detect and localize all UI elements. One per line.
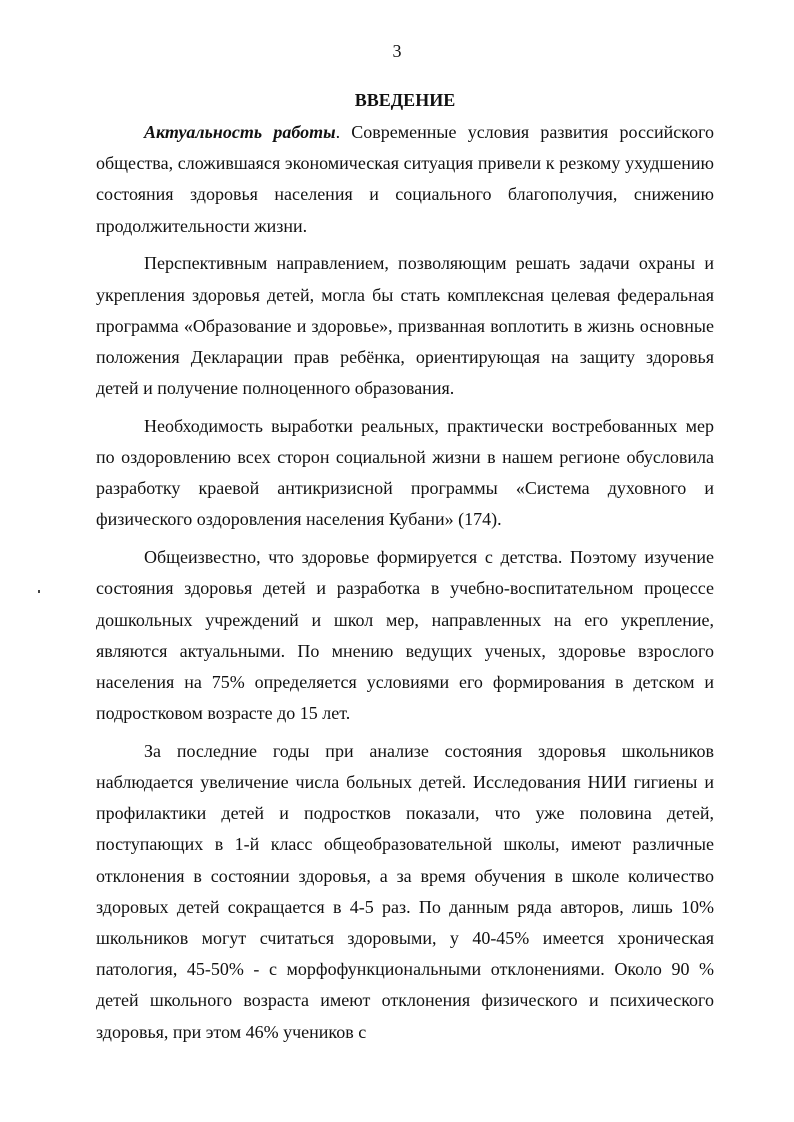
paragraph-program: Перспективным направлением, позволяющим решать задачи охраны и укрепления здоровья детей, могла бы стать комплексная целевая федеральная программа «Образование и здоровье», призванная воплотить в жизнь основные положения Декларации прав ребёнка, ориентирующая на защиту здоровья детей и получение полноценного образования. bbox=[96, 253, 714, 399]
paragraph-health-formation: Общеизвестно, что здоровье формируется с детства. Поэтому изучение состояния здоровья детей и разработка в учебно-воспитательном процессе дошкольных учреждений и школ мер, направленных на его укрепление, являются актуальными. По мнению ведущих ученых, здоровье взрослого населения на 75% определяется условиями его формирования в детском и подростковом возрасте до 15 лет. bbox=[96, 547, 714, 724]
page-title: ВВЕДЕНИЕ bbox=[354, 90, 456, 110]
body-text bbox=[96, 117, 714, 1054]
paragraph-schoolchildren-health: За последние годы при анализе состояния здоровья школьников наблюдается увеличение числа больных детей. Исследования НИИ гигиены и профилактики детей и подростков показали, что уже половина детей, поступающих в 1-й класс общеобразовательной школы, имеют различные отклонения в состоянии здоровья, а за время обучения в школе количество здоровых детей сокращается в 4-5 раз. По данным ряда авторов, лишь 10% школьников могут считаться здоровыми, у 40-45% имеется хроническая патология, 45-50% - с морфофункциональными отклонениями. Около 90 % детей школьного возраста имеют отклонения физического и психического здоровья, при этом 46% учеников с bbox=[96, 740, 714, 1042]
scan-speck bbox=[38, 590, 40, 593]
paragraph-lead: Актуальность работы bbox=[144, 122, 336, 142]
paragraph-text: . Современные условия развития российского общества, сложившаяся экономическая ситуация привели к резкому ухудшению состояния здоровья населения и социального благополучия, снижению продолжительности жизни. bbox=[96, 122, 714, 236]
paragraph-relevance bbox=[96, 117, 714, 242]
paragraph-kuban-program: Необходимость выработки реальных, практически востребованных мер по оздоровлению всех сторон социальной жизни в нашем регионе обусловила разработку краевой антикризисной программы «Система духовного и физического оздоровления населения Кубани» (174). bbox=[96, 415, 714, 530]
page-number: 3 bbox=[392, 41, 402, 61]
